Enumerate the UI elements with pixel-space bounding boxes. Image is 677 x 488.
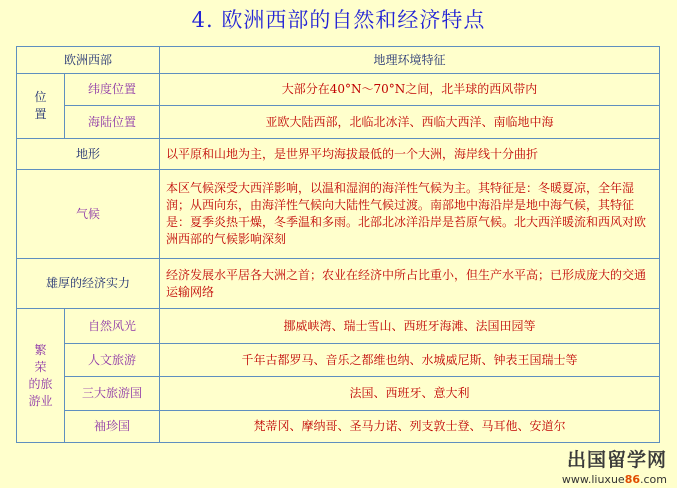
- table-row: [17, 170, 660, 259]
- natural-label: 自然风光: [65, 309, 160, 344]
- sea-land-label: 海陆位置: [65, 106, 160, 139]
- climate-value: 本区气候深受大西洋影响，以温和湿润的海洋性气候为主。其特征是：冬暖夏凉，全年湿润；从西向东，由海洋性气候向大陆性气候过渡。南部地中海沿岸是地中海气候，其特征是：夏季炎热干燥，冬季温和多雨。北部北冰洋沿岸是苔原气候。北大西洋暖流和西风对欧洲西部的气候影响深刻: [160, 170, 660, 259]
- table-row: [17, 377, 660, 411]
- economy-label: 雄厚的经济实力: [17, 259, 160, 309]
- watermark-url-suffix: .com: [640, 473, 667, 486]
- terrain-value: 以平原和山地为主，是世界平均海拔最低的一个大洲，海岸线十分曲折: [160, 139, 660, 170]
- header-region: 欧洲西部: [17, 47, 160, 74]
- big-three-label: 三大旅游国: [65, 377, 160, 411]
- sea-land-value: 亚欧大陆西部，北临北冰洋、西临大西洋、南临地中海: [160, 106, 660, 139]
- economy-value: 经济发展水平居各大洲之首；农业在经济中所占比重小，但生产水平高；已形成庞大的交通运输网络: [160, 259, 660, 309]
- watermark-url-prefix: www.liuxue: [561, 473, 625, 486]
- tourism-group-label: 繁 荣 的旅 游业: [17, 309, 65, 443]
- watermark-url: [562, 473, 667, 486]
- table-row: [17, 309, 660, 344]
- terrain-label: 地形: [17, 139, 160, 170]
- natural-value: 挪威峡湾、瑞士雪山、西班牙海滩、法国田园等: [160, 309, 660, 344]
- table-row: [17, 259, 660, 309]
- table-row: [17, 106, 660, 139]
- climate-label: 气候: [17, 170, 160, 259]
- page-title: 4. 欧洲西部的自然和经济特点: [191, 8, 486, 32]
- table-row: [17, 344, 660, 377]
- watermark-logo: 出国留学网: [566, 449, 667, 471]
- mini-states-value: 梵蒂冈、摩纳哥、圣马力诺、列支敦士登、马耳他、安道尔: [160, 411, 660, 443]
- mini-states-label: 袖珍国: [65, 411, 160, 443]
- table-row: [17, 139, 660, 170]
- table-header-row: [17, 47, 660, 74]
- table-row: [17, 74, 660, 106]
- latitude-label: 纬度位置: [65, 74, 160, 106]
- big-three-value: 法国、西班牙、意大利: [160, 377, 660, 411]
- cultural-value: 千年古都罗马、音乐之都维也纳、水城威尼斯、钟表王国瑞士等: [160, 344, 660, 377]
- latitude-value: 大部分在40°N～70°N之间，北半球的西风带内: [160, 74, 660, 106]
- table-row: [17, 411, 660, 443]
- features-table: [16, 46, 660, 443]
- header-features: 地理环境特征: [160, 47, 660, 74]
- location-group-label: 位 置: [17, 74, 65, 139]
- cultural-label: 人文旅游: [65, 344, 160, 377]
- watermark-url-highlight: 86: [624, 473, 640, 486]
